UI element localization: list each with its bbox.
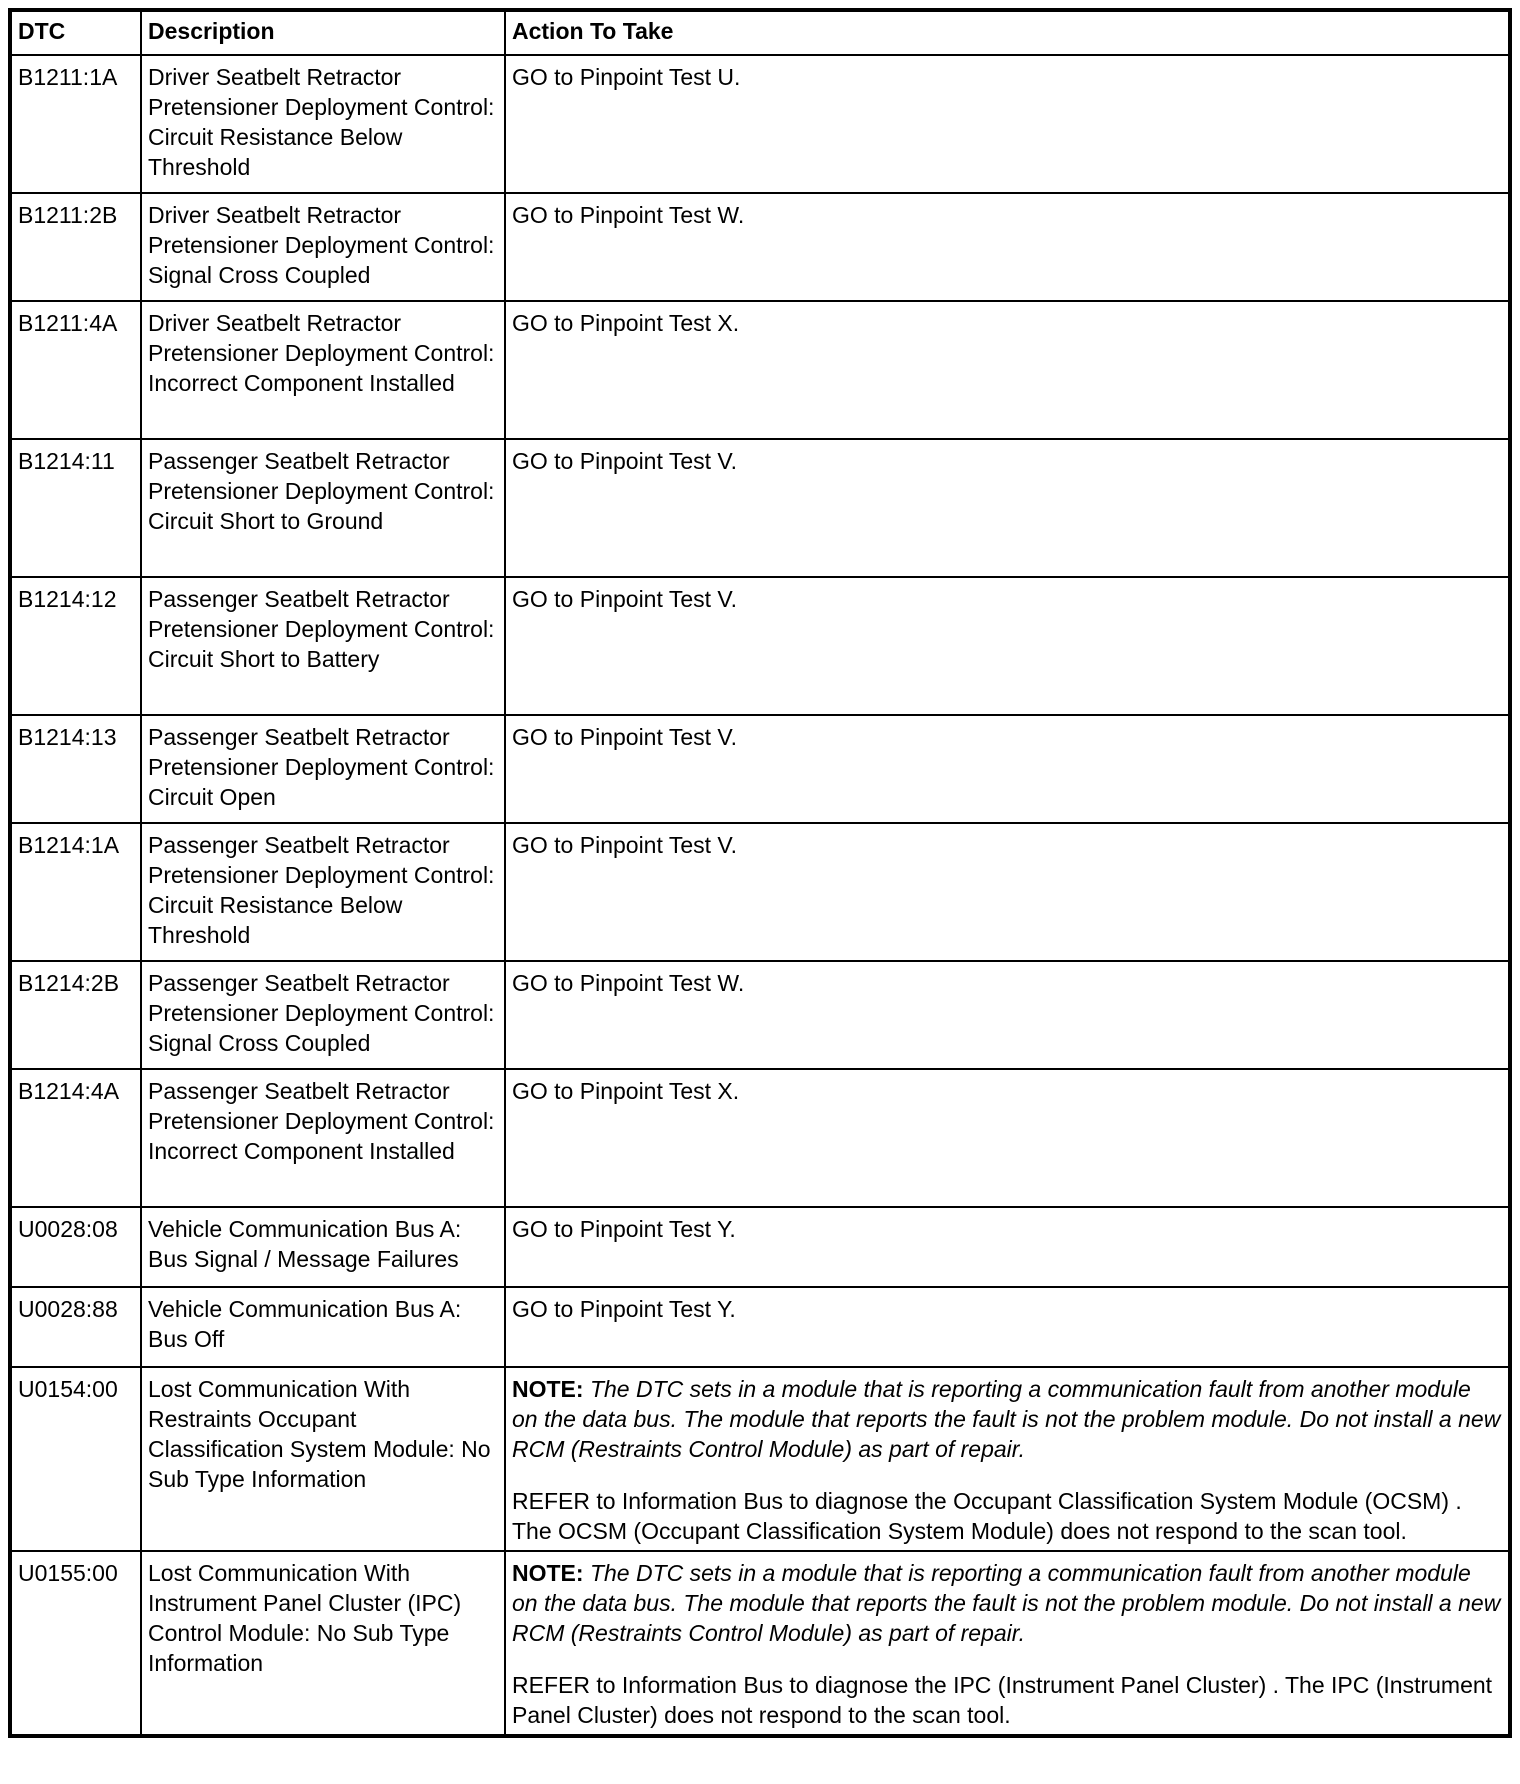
note-text: The DTC sets in a module that is reporting a communication fault from another module on the data bus. The module that reports the fault is not the problem module. Do not install a new RCM (Restraints Control Module) as part of repair. <box>512 1376 1501 1462</box>
table-row <box>10 1069 1510 1207</box>
table-row <box>10 961 1510 1069</box>
header-description: Description <box>141 10 505 55</box>
dtc-code: B1214:4A <box>10 1069 141 1207</box>
dtc-description: Lost Communication With Instrument Panel Cluster (IPC) Control Module: No Sub Type Information <box>141 1551 505 1736</box>
dtc-code: U0155:00 <box>10 1551 141 1736</box>
dtc-description: Lost Communication With Restraints Occupant Classification System Module: No Sub Type Information <box>141 1367 505 1551</box>
note-text: The DTC sets in a module that is reporting a communication fault from another module on the data bus. The module that reports the fault is not the problem module. Do not install a new RCM (Restraints Control Module) as part of repair. <box>512 1560 1501 1646</box>
dtc-code: B1214:12 <box>10 577 141 715</box>
dtc-table <box>8 8 1512 1738</box>
note-paragraph <box>512 1558 1502 1648</box>
dtc-description: Driver Seatbelt Retractor Pretensioner Deployment Control: Signal Cross Coupled <box>141 193 505 301</box>
table-row <box>10 439 1510 577</box>
table-row <box>10 55 1510 193</box>
dtc-code: B1214:13 <box>10 715 141 823</box>
dtc-description: Passenger Seatbelt Retractor Pretensioner Deployment Control: Circuit Resistance Below Threshold <box>141 823 505 961</box>
dtc-code: B1211:1A <box>10 55 141 193</box>
dtc-code: U0154:00 <box>10 1367 141 1551</box>
table-row <box>10 1287 1510 1367</box>
dtc-action <box>505 1367 1510 1551</box>
note-paragraph <box>512 1374 1502 1464</box>
dtc-description: Passenger Seatbelt Retractor Pretensioner Deployment Control: Circuit Short to Ground <box>141 439 505 577</box>
dtc-description: Passenger Seatbelt Retractor Pretensioner Deployment Control: Signal Cross Coupled <box>141 961 505 1069</box>
dtc-description: Driver Seatbelt Retractor Pretensioner Deployment Control: Incorrect Component Installed <box>141 301 505 439</box>
refer-text: REFER to Information Bus to diagnose the IPC (Instrument Panel Cluster) . The IPC (Instrument Panel Cluster) does not respond to the scan tool. <box>512 1672 1493 1728</box>
dtc-description: Vehicle Communication Bus A: Bus Signal / Message Failures <box>141 1207 505 1287</box>
header-dtc: DTC <box>10 10 141 55</box>
note-label: NOTE: <box>512 1560 584 1586</box>
dtc-action: GO to Pinpoint Test V. <box>505 823 1510 961</box>
dtc-description: Passenger Seatbelt Retractor Pretensioner Deployment Control: Circuit Short to Battery <box>141 577 505 715</box>
dtc-action <box>505 1551 1510 1736</box>
dtc-action: GO to Pinpoint Test U. <box>505 55 1510 193</box>
table-header-row <box>10 10 1510 55</box>
table-row <box>10 1551 1510 1736</box>
dtc-code: U0028:08 <box>10 1207 141 1287</box>
dtc-description: Driver Seatbelt Retractor Pretensioner Deployment Control: Circuit Resistance Below Threshold <box>141 55 505 193</box>
dtc-action: GO to Pinpoint Test Y. <box>505 1287 1510 1367</box>
dtc-code: B1214:11 <box>10 439 141 577</box>
refer-text: REFER to Information Bus to diagnose the Occupant Classification System Module (OCSM) . The OCSM (Occupant Classification System Module) does not respond to the scan tool. <box>512 1488 1462 1544</box>
table-row <box>10 715 1510 823</box>
dtc-code: B1211:2B <box>10 193 141 301</box>
dtc-description: Passenger Seatbelt Retractor Pretensioner Deployment Control: Circuit Open <box>141 715 505 823</box>
dtc-code: U0028:88 <box>10 1287 141 1367</box>
note-label: NOTE: <box>512 1376 584 1402</box>
dtc-action: GO to Pinpoint Test V. <box>505 715 1510 823</box>
table-row <box>10 823 1510 961</box>
dtc-action: GO to Pinpoint Test Y. <box>505 1207 1510 1287</box>
table-row <box>10 1367 1510 1551</box>
dtc-description: Passenger Seatbelt Retractor Pretensioner Deployment Control: Incorrect Component Installed <box>141 1069 505 1207</box>
dtc-code: B1211:4A <box>10 301 141 439</box>
dtc-action: GO to Pinpoint Test X. <box>505 301 1510 439</box>
table-row <box>10 577 1510 715</box>
dtc-action: GO to Pinpoint Test X. <box>505 1069 1510 1207</box>
dtc-action: GO to Pinpoint Test V. <box>505 439 1510 577</box>
dtc-action: GO to Pinpoint Test W. <box>505 961 1510 1069</box>
table-row <box>10 193 1510 301</box>
header-action: Action To Take <box>505 10 1510 55</box>
table-row <box>10 301 1510 439</box>
dtc-action: GO to Pinpoint Test V. <box>505 577 1510 715</box>
dtc-description: Vehicle Communication Bus A: Bus Off <box>141 1287 505 1367</box>
dtc-action: GO to Pinpoint Test W. <box>505 193 1510 301</box>
dtc-code: B1214:1A <box>10 823 141 961</box>
table-row <box>10 1207 1510 1287</box>
dtc-code: B1214:2B <box>10 961 141 1069</box>
